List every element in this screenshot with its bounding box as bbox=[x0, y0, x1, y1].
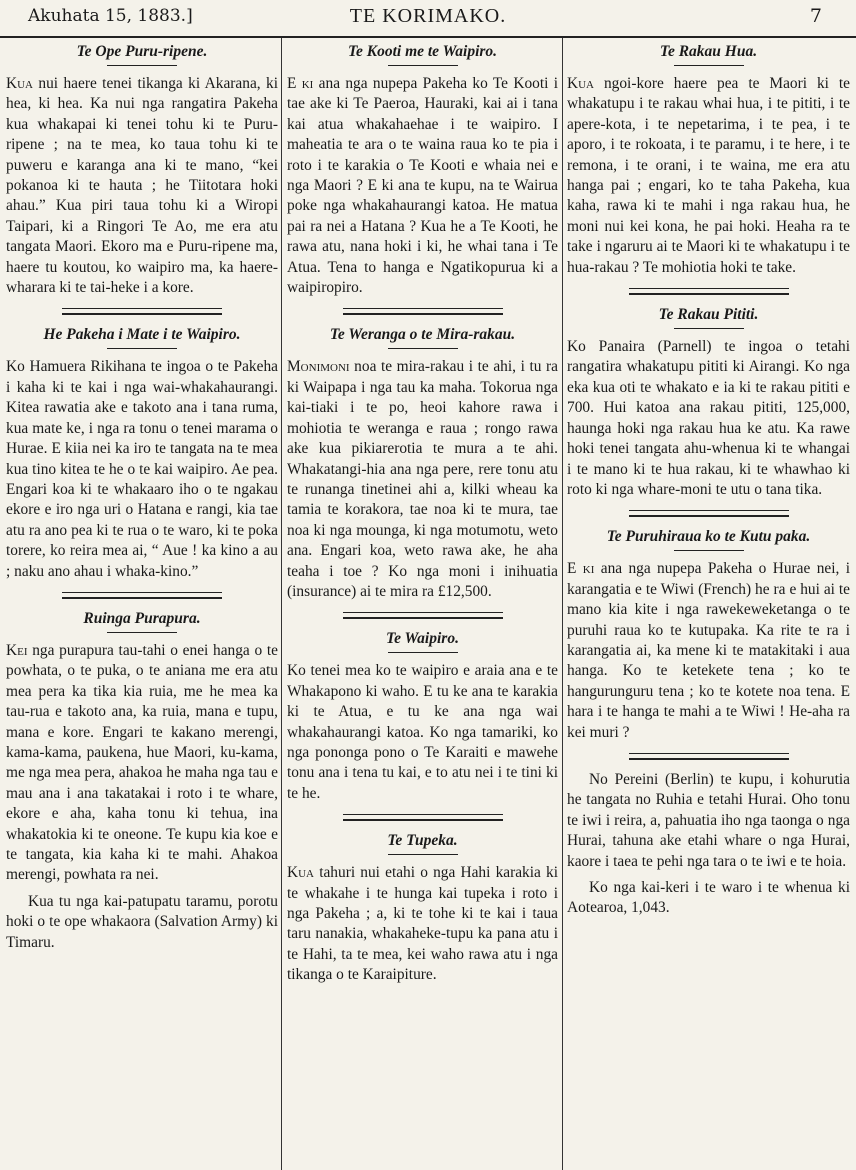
article-heading: Te Ope Puru-ripene. bbox=[76, 43, 208, 60]
heading-rule bbox=[107, 632, 177, 633]
paragraph: Ko Panaira (Parnell) te ingoa o tetahi rangatira whakatupu pititi ki Airangi. Ko nga eka kua oti te whakato e ia ki te rakau pititi e 700. Hui katoa ana rakau pititi, 125,000, haunga hoki nga rakau hua ke atu. Ka rawe hoki tenei tangata ahu-whenua ki te whangai i te mano ki te hua rakau, ki te whawhao ki roto ki nga whare-moni te utu o tana tika. bbox=[567, 338, 850, 498]
heading-rule bbox=[107, 65, 177, 66]
article bbox=[287, 629, 558, 804]
paragraph: Ko nga kai-keri i te waro i te whenua ki Aotearoa, 1,043. bbox=[567, 879, 850, 917]
article-body bbox=[287, 74, 558, 298]
article-heading: Te Waipiro. bbox=[386, 630, 459, 648]
section-separator bbox=[343, 308, 503, 315]
article bbox=[567, 42, 850, 278]
paragraph: Ko tenei mea ko te waipiro e araia ana e te Whakapono ki waho. E tu ke ana te karakia ki te Atua, e tu ke ana nga wai whakahaurangi katoa. Ko nga tamariki, ko nga pononga pono o Te Karaiti e mawehe tonu ana i tena tu kai, e to atu nei i te tini ki te he. bbox=[287, 662, 558, 802]
paragraph: ana nga nupepa Pakeha ko Te Kooti i tae ake ki Te Paeroa, Hauraki, kai ai i tana kai atua whakahaehae i te waipiro. I maheatia te ara o te waina raua ko te pia i roto i te karakia o Te Kooti e whaia nei e nga Maori ? E ki ana te kupu, na te Wairua poke nga whakahaurangi katoa. He matua pai ra nei a Hatana ? Kua he a Te Kooti, he rawa atu, nana hoki i ki, he whai tana i Te Atua. Tena to hanga e Ngatikopurua ki a waipiropiro. bbox=[287, 75, 558, 297]
heading-rule bbox=[674, 65, 744, 66]
article bbox=[287, 42, 558, 298]
article-heading: He Pakeha i Mate i te Waipiro. bbox=[43, 326, 241, 344]
paragraph: ngoi-kore haere pea te Maori ki te whakatupu i te rakau whai hua, i te pititi, i te apere-kota, i te nepetarima, i te pea, i te aporo, i te rokoata, i te paramu, i te here, i te remona, i te orani, i te waina, me era atu hanga pai ; engari, ko te taha Pakeha, kua kaha, rawa ki te mahi i nga rakau hua, he moni nui kei kona, he pai hoki. Heaha ra te take i ngaruru ai te Maori ki te whakatupu i te hua-rakau ? Te mohiotia hoki te take. bbox=[567, 75, 850, 276]
column-divider bbox=[562, 38, 563, 1170]
newspaper-title: TE KORIMAKO. bbox=[349, 5, 507, 27]
article bbox=[567, 770, 850, 919]
lead-word: Kei bbox=[6, 641, 28, 659]
masthead bbox=[0, 0, 856, 38]
paragraph: ana nga nupepa Pakeha o Hurae nei, i karangatia e te Wiwi (French) he ra e hui ai te mano kia kite i nga rawekeweketanga o te puruhi raua ko te kutupaka. Ka rite te ra i karangatia ai, ka mene ki te matakitaki i aua hanga. Ko te ketekete tena ; ko te hangurunguru tena ; ko te kotete noa tena. E hara i te hanga te mahi a te Wiwi ! He-aha ra kei muri ? bbox=[567, 560, 850, 741]
lead-word: Kua bbox=[567, 75, 595, 92]
section-separator bbox=[62, 592, 222, 599]
section-separator bbox=[343, 814, 503, 821]
article bbox=[6, 609, 278, 953]
article-body bbox=[287, 863, 558, 985]
article-body bbox=[287, 661, 558, 804]
lead-word: E ki bbox=[567, 560, 595, 578]
section-separator bbox=[629, 288, 789, 295]
section-separator bbox=[62, 308, 222, 315]
page-number: 7 bbox=[809, 5, 822, 27]
column-3 bbox=[567, 38, 850, 1170]
article-heading: Te Rakau Pititi. bbox=[658, 306, 759, 324]
heading-rule bbox=[388, 65, 458, 66]
article bbox=[6, 42, 278, 298]
article-heading: Te Kooti me te Waipiro. bbox=[347, 43, 498, 60]
lead-word: Kua bbox=[6, 75, 34, 92]
paragraph: tahuri nui etahi o nga Hahi karakia ki te whakahe i te hunga kai tupeka i roto i nga Pakeha ; a, ki te tohe ki te kai i taua taru nanakia, whakaheke-tupu ka pana atu i te Hahi, ta te mea, kei waho rawa atu i nga tikanga o te Karaipiture. bbox=[287, 864, 558, 984]
article-body bbox=[567, 74, 850, 278]
article bbox=[287, 325, 558, 602]
section-separator bbox=[343, 612, 503, 619]
heading-rule bbox=[388, 348, 458, 349]
heading-rule bbox=[674, 328, 744, 329]
section-separator bbox=[629, 753, 789, 760]
article bbox=[6, 325, 278, 581]
lead-word: E ki bbox=[287, 75, 314, 92]
heading-rule bbox=[388, 652, 458, 653]
lead-word: Kua bbox=[287, 864, 315, 882]
heading-rule bbox=[107, 348, 177, 349]
paragraph: Kua tu nga kai-patupatu taramu, porotu hoki o te ope whakaora (Salvation Army) ki Timaru. bbox=[6, 892, 278, 951]
article-body bbox=[567, 770, 850, 919]
article bbox=[567, 527, 850, 743]
article bbox=[287, 831, 558, 985]
article-body bbox=[287, 357, 558, 602]
column-1 bbox=[6, 38, 278, 1170]
heading-rule bbox=[674, 550, 744, 551]
lead-word: Monimoni bbox=[287, 358, 350, 376]
paragraph: noa te mira-rakau i te ahi, i tu ra ki Waipapa i nga tau ka maha. Tokorua nga kai-tiaki i te po, heoi kahore rawa i mohiotia te weranga e raua ; rongo rawa ake kua pikiarerotia te mura a te ahi. Whakatangi-hia ana nga pere, rere tonu atu te runanga tinetinei ahi a, kilki wheau ka tamia te korakora, tae noa ki te mura, tae noa ki nga mounga, ki nga motumotu, weto ana. Engari koa, weto rawa ake, he aha teaha i toe ? Ko nga moni i inihuatia (insurance) ai te mira ra £12,500. bbox=[287, 358, 558, 600]
paragraph: No Pereini (Berlin) te kupu, i kohurutia he tangata no Ruhia e tetahi Hurai. Oho tonu te iwi i reira, a, pahuatia iho nga taonga o nga Hurai, tahuna ake etahi whare o nga Hurai, kaore i taea te pehi nga tara o te iwi e te hoia. bbox=[567, 770, 850, 870]
article-heading: Te Rakau Hua. bbox=[659, 43, 758, 60]
article bbox=[567, 305, 850, 500]
paragraph: Ko Hamuera Rikihana te ingoa o te Pakeha i kaha ki te kai i nga wai-whakahaurangi. Kitea rawatia ake e takoto ana i tana ruma, kua mate ke, i nga ra tonu o tenei marama o Hurae. E kiia nei ka iro te tangata na te mea kua tino kitea te he o te kai waipiro. Ae pea. Engari koa ki te whakaaro iho o te ngakau ekore e iro nga uri o Hatana e rangi, kia tae atu ra ano pea ki te rua o te waro, ki te poka torere, ko reira mea ai, “ Aue ! ka kino a au ; naku ano ahau i whaka-kino.” bbox=[6, 358, 278, 580]
article-heading: Ruinga Purapura. bbox=[83, 609, 201, 627]
article-heading: Te Tupeka. bbox=[387, 832, 458, 850]
column-2 bbox=[287, 38, 558, 1170]
paragraph: nga purapura tau-tahi o enei hanga o te powhata, o te puka, o te aniana me era atu mea pera ka tika kia ruia, me he mea ka tau-rua e takoto ana, ka ruia, mana e tupu, mana e kore. Engari te kakano merengi, kama-kama, paukena, hue Maori, ku-kama, me nga mea pera, ahakoa he maha nga tau e mau ana i ana takatakai i roto i te whare, ekore e aha, kaha tonu ki tehua, ina whakatokia ki te oneone. Te kupu kia koe e te tangata, kia kaha ki te mahi. Ahakoa merengi, powhata ra nei. bbox=[6, 641, 278, 884]
column-divider bbox=[281, 38, 282, 1170]
paragraph: nui haere tenei tikanga ki Akarana, ki hea, ki hea. Ka nui nga rangatira Pakeha kua whakapai ki tenei tohu ki te Puru-ripene ; na te mea, ko taua tohu ki te puweru e karanga ana ki te mano, “kei pokanoa ki te hauta ; he Tiitotara hoki ahau.” Kua piri taua tohu ki a Wiropi Taipari, ki a Ringori Te Ao, me era atu tangata Maori. Ekoro ma e Puru-ripene ma, haere tu koutou, ko waipiro ma, ka haere-wharara ki te tai-heke i a kore. bbox=[6, 75, 278, 297]
article-body bbox=[6, 357, 278, 581]
section-separator bbox=[629, 510, 789, 517]
article-body bbox=[6, 641, 278, 953]
heading-rule bbox=[388, 854, 458, 855]
article-heading: Te Weranga o te Mira-rakau. bbox=[329, 326, 516, 344]
article-body bbox=[6, 74, 278, 298]
article-body bbox=[567, 559, 850, 743]
article-body bbox=[567, 337, 850, 500]
article-heading: Te Puruhiraua ko te Kutu paka. bbox=[606, 528, 811, 546]
issue-date: Akuhata 15, 1883.] bbox=[28, 6, 193, 26]
